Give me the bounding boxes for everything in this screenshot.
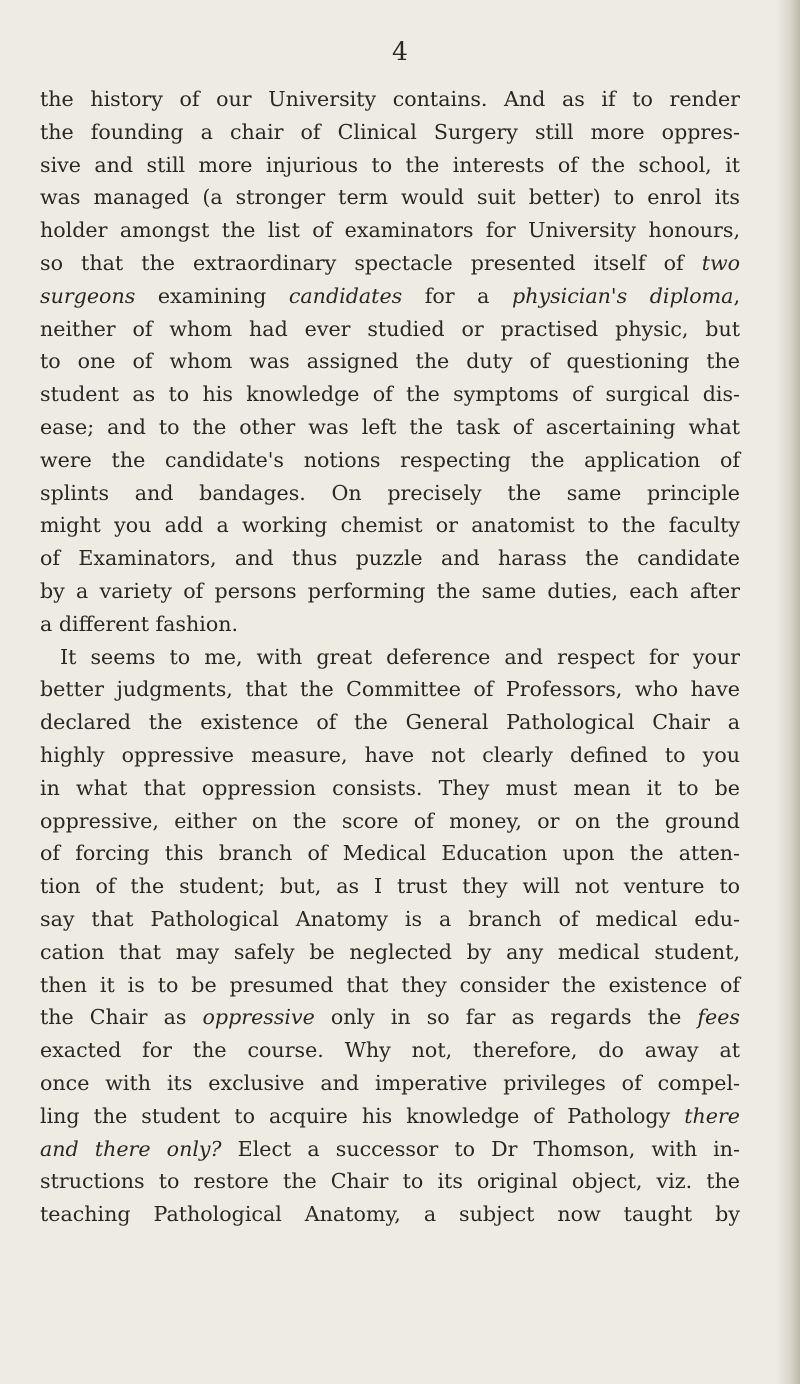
text-line: surgeons examining candidates for a physician's diploma, xyxy=(40,283,740,308)
text-line: declared the existence of the General Pathological Chair a xyxy=(40,710,740,735)
text-line: so that the extraordinary spectacle presented itself of two xyxy=(40,250,740,275)
text-line: say that Pathological Anatomy is a branch of medical edu- xyxy=(40,906,740,931)
text-line: ling the student to acquire his knowledge of Pathology there xyxy=(40,1103,740,1128)
text-line: cation that may safely be neglected by any medical student, xyxy=(40,939,740,964)
body-text xyxy=(40,83,740,1231)
text-line: were the candidate's notions respecting the application of xyxy=(40,447,740,472)
text-line: structions to restore the Chair to its original object, viz. the xyxy=(40,1169,740,1194)
text-line: and there only? Elect a successor to Dr Thomson, with in- xyxy=(40,1136,740,1161)
text-line: ease; and to the other was left the task of ascertaining what xyxy=(40,414,740,439)
text-line: teaching Pathological Anatomy, a subject now taught by xyxy=(40,1202,740,1227)
italic-phrase: surgeons xyxy=(40,283,136,308)
text-line: It seems to me, with great deference and respect for your xyxy=(60,644,740,669)
italic-phrase: oppressive xyxy=(202,1005,315,1030)
text-line: then it is to be presumed that they consider the existence of xyxy=(40,972,740,997)
text-line: the Chair as oppressive only in so far as regards the fees xyxy=(40,1005,740,1030)
text-line: might you add a working chemist or anatomist to the faculty xyxy=(40,513,740,538)
text-line: in what that oppression consists. They must mean it to be xyxy=(40,775,740,800)
text-line: was managed (a stronger term would suit better) to enrol its xyxy=(40,185,740,210)
text-line: exacted for the course. Why not, therefore, do away at xyxy=(40,1038,740,1063)
italic-phrase: two xyxy=(701,250,740,275)
italic-phrase: there xyxy=(684,1103,740,1128)
text-line: sive and still more injurious to the interests of the school, it xyxy=(40,152,740,177)
text-line: of Examinators, and thus puzzle and harass the candidate xyxy=(40,546,740,571)
text-line: of forcing this branch of Medical Education upon the atten- xyxy=(40,841,740,866)
italic-phrase: fees xyxy=(697,1005,740,1030)
page-number: 4 xyxy=(392,37,408,66)
text-line: oppressive, either on the score of money, or on the ground xyxy=(40,808,740,833)
page-edge-shadow xyxy=(776,0,800,1384)
text-line: holder amongst the list of examinators for University honours, xyxy=(40,218,740,243)
text-line: tion of the student; but, as I trust they will not venture to xyxy=(40,874,740,899)
italic-phrase: candidates xyxy=(288,283,403,308)
text-line: by a variety of persons performing the same duties, each after xyxy=(40,578,740,603)
text-line: highly oppressive measure, have not clearly defined to you xyxy=(40,742,740,767)
italic-phrase: and there only? xyxy=(40,1136,222,1161)
text-line: better judgments, that the Committee of Professors, who have xyxy=(40,677,740,702)
text-line: to one of whom was assigned the duty of questioning the xyxy=(40,349,740,374)
text-line: once with its exclusive and imperative privileges of compel- xyxy=(40,1070,740,1095)
text-line: splints and bandages. On precisely the same principle xyxy=(40,480,740,505)
text-line: the founding a chair of Clinical Surgery still more oppres- xyxy=(40,119,740,144)
text-line: neither of whom had ever studied or practised physic, but xyxy=(40,316,740,341)
text-line: student as to his knowledge of the symptoms of surgical dis- xyxy=(40,382,740,407)
text-line: a different fashion. xyxy=(40,611,239,636)
text-line: the history of our University contains. And as if to render xyxy=(40,87,740,111)
italic-phrase: physician's diploma xyxy=(512,283,734,308)
